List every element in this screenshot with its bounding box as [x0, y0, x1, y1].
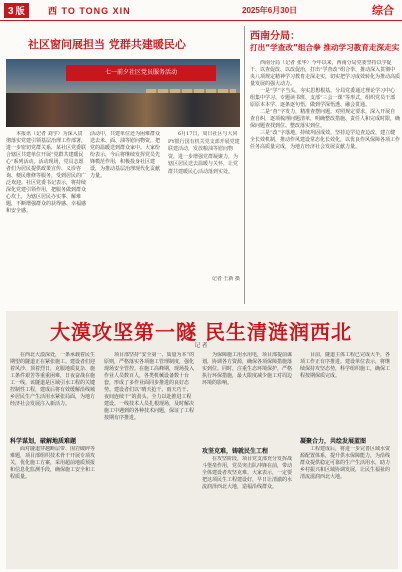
feature-body-col2: 项目部坚持“安全第一、质量为本”的原则，严格落实各项施工管理制度，强化现场安全管控。在施工高峰期，现场投入作业人员数百人，各类机械设备数十台套，形成了多作业面同步推进的良好态势。建设者们以“晴天抢干、雨天巧干、夜间连续干”的劲头，全力以赴推进工程建设。一线技术人员扎根现场，及时解决施工中遇到的各种技术问题，保证了工程按期有序推进。 [104, 352, 195, 421]
page-number-badge [4, 3, 29, 18]
photo-banner-text: 七一前夕社区党员服务活动 [104, 69, 177, 76]
feature-title: 大漠攻坚第一隧 民生清涟润西北 [50, 320, 352, 344]
article1-caption: 6月17日，周日社区与大同PY银行国有机关党支部开展党建联建活动，发放粮油等慰问物资，进一步增强党群凝聚力，为辖区居民送去温暖与关怀，让党群共建暖民心活动落到实处。 [168, 131, 240, 175]
feature-body-col4: 目前，隧道主体工程已完成大半，各项工作正有序推进。建设单位表示，将继续保持攻坚态势，科学组织施工，确保工程按期保质完成。 [300, 352, 391, 379]
feature-subhead-2: 攻坚克难，铸就民生工程 [202, 448, 269, 455]
feature-body-col3b: 在攻坚阶段，项目党支部充分发挥战斗堡垒作用，党员突击队冲锋在前，带动全体建设者攻坚克难。大家表示，一定要把这项民生工程建设好，早日让清澈的水流润泽西北大地，造福沿线群众。 [202, 456, 293, 490]
feature-subhead-3: 凝聚合力，共绘发展蓝图 [300, 438, 367, 445]
feature-body-col3: 为保障施工用水用电，项目部提前谋划，协调各方资源，确保各项保障措施落实到位。同时，注重生态环境保护，严格执行环保措施，最大限度减少施工对周边环境的影响。 [202, 352, 293, 386]
feature-body-col4b: 工程建成后，将进一步完善区域水资源配置体系，提升供水保障能力，为沿线群众提供稳定可靠的生产生活用水，助力乡村振兴和区域协调发展，让民生福祉的清流滋润西北大地。 [300, 446, 391, 480]
masthead [0, 0, 402, 21]
page-section-small: 版 [15, 6, 25, 16]
photo-crowd [6, 93, 240, 127]
article2-subtitle: 打出“学查改”组合拳 推动学习教育走深走实 [250, 43, 400, 52]
article1-photographer: 记者 王新 摄 [211, 276, 240, 282]
article1-body-left: 本报讯（记者 刘学）为深入贯彻落实党建引领基层治理工作部署，进一步密切党群关系，某社区党委联合辖区共建单位开展“党群共建暖民心”系列活动。活动现场，党员志愿者们为居民提供政策宣传、义诊咨询、便民维修等服务，受到居民的广泛欢迎。社区党委书记表示，将持续深化党建引领作用，把服务做到群众心坎上，为辖区居民办实事、解难题，不断增强群众的获得感、幸福感和安全感。 [6, 131, 86, 214]
article1-title: 社区窗问展担当 党群共建暖民心 [28, 38, 186, 51]
paper-name: 西 TO TONG XIN [48, 6, 131, 16]
feature-body-col1b: 面对隧道穿越断层带、围岩破碎等难题，项目部组织技术骨干开展专项攻关，优化施工方案，采用超前地质预报和信息化监测手段，确保施工安全和工程质量。 [10, 446, 96, 480]
issue-date: 2025年6月30日 [242, 6, 298, 15]
page-number: 3 [8, 6, 14, 17]
photo-banner [66, 65, 216, 81]
section-name: 综合 [372, 4, 394, 17]
column-divider [244, 26, 245, 304]
feature-subhead-1: 科学谋划，破解地质难题 [10, 438, 77, 445]
feature-author: 记 者 [194, 343, 208, 349]
article2-title: 西南分局： [250, 31, 300, 42]
article2-body: 西南分局（记者 张华）今年以来，西南分局党委坚持以学促干、以查促改、以改促治，打出“学查改”组合拳，推动深入贯彻中央八项规定精神学习教育走深走实，切实把学习成效转化为推动高质量发展的强大动力。 一是“学”字当头，夯实思想根基。分局党委通过理论学习中心组集中学习、专题读书班、支部“三会一课”等形式，组织党员干部原原本本学、逐条逐句悟，做到学深悟透、融会贯通。 二是“查”字发力，精准查摆问题。对照规定要求，深入开展自查自纠，逐项梳理问题清单，明确整改措施、责任人和完成时限，确保问题查找到位、整改落实到位。 三是“改”字落地，持续巩固成效。坚持边学边查边改，建立健全长效机制，推动作风建设常态化长效化，以优良作风保障各项工作任务高质量完成，为地方经济社会发展贡献力量。 [250, 60, 400, 150]
article1-body-mid: 活动中，共建单位还为困难群众送去米、面、油等慰问物资，把党的温暖送到群众家中。大家纷纷表示，今后将继续发挥党员先锋模范作用，积极投身社区建设，为推动基层治理现代化贡献力量。 [90, 131, 161, 179]
article1-photo [6, 59, 240, 127]
feature-body-col1: 在西北大漠深处，一条承载着民生期望的隧道正在紧张施工。建设者们迎着风沙、顶着烈日，克服地质复杂、施工条件艰苦等重重困难，日夜奋战在施工一线。该隧道是区域引水工程的关键控制性工程，建成后将有效缓解沿线城乡居民生产生活用水紧张局面，为地方经济社会发展注入新活力。 [10, 352, 96, 407]
